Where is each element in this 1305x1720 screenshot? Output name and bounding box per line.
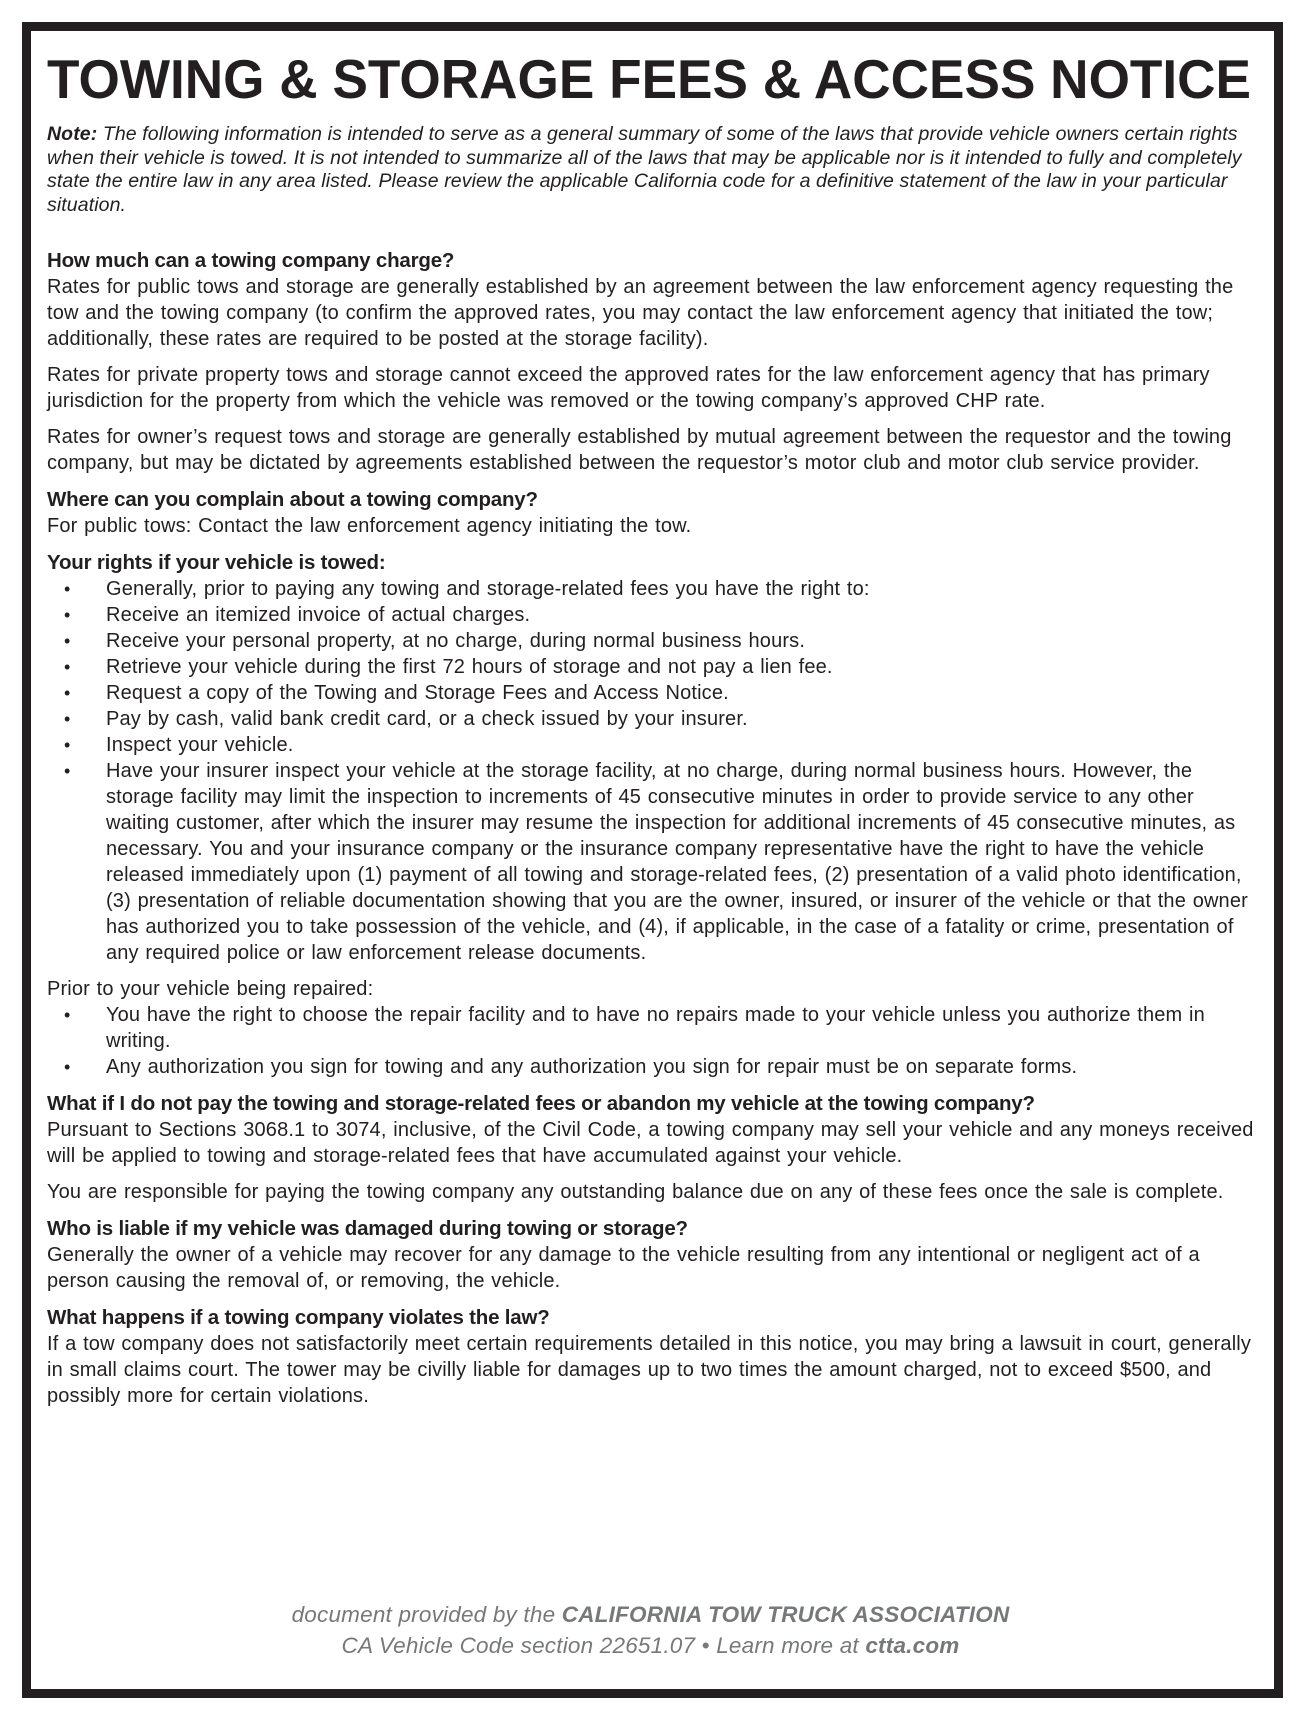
para-public-tows-complaint: For public tows: Contact the law enforcement agency initiating the tow. [47,515,692,537]
list-item: • Inspect your vehicle. [47,732,1254,758]
note-label: Note: [47,123,98,145]
para-public-tows: Rates for public tows and storage are generally established by an agreement between the law enforcement agency requesting the tow and the towing company (to confirm the approved rates, you may contact the law enforcement agency that initiated the tow; additionally, these rates are required to be posted at the storage facility). [47,276,1234,350]
footer-site-name: ctta.com [865,1633,960,1658]
para-civil-code-sale: Pursuant to Sections 3068.1 to 3074, inclusive, of the Civil Code, a towing company may sell your vehicle and any moneys received will be applied to towing and storage-related fees that have accumulated against your vehicle. [47,1119,1254,1167]
footer-association-name: CALIFORNIA TOW TRUCK ASSOCIATION [561,1602,1010,1627]
footer-code-text: CA Vehicle Code section 22651.07 • Learn more at [341,1633,866,1658]
note-paragraph [47,123,1254,217]
para-private-property-tows: Rates for private property tows and storage cannot exceed the approved rates for the law enforcement agency that has primary jurisdiction for the property from which the vehicle was removed or the towing company’s approved CHP rate. [47,364,1210,412]
list-item: • Pay by cash, valid bank credit card, or a check issued by your insurer. [47,706,1254,732]
heading-how-much-charge: How much can a towing company charge? [47,249,455,272]
list-item: • Retrieve your vehicle during the first 72 hours of storage and not pay a lien fee. [47,654,1254,680]
page-title-text: TOWING & STORAGE FEES & ACCESS NOTICE [47,51,1251,109]
footer-provided-text: document provided by the [291,1602,562,1627]
list-item: • Any authorization you sign for towing and any authorization you sign for repair must be on separate forms. [47,1054,1254,1080]
para-prior-repair-intro: Prior to your vehicle being repaired: [47,978,374,1000]
heading-where-complain: Where can you complain about a towing company? [47,488,538,511]
list-item: • Generally, prior to paying any towing and storage-related fees you have the right to: [47,576,1254,602]
list-item: • Have your insurer inspect your vehicle at the storage facility, at no charge, during normal business hours. However, the storage facility may limit the inspection to increments of 45 consecutive minutes in order to provide service to any other waiting customer, after which the insurer may resume the inspection for additional increments of 45 consecutive minutes, as necessary. You and your insurance company or the insurance company representative have the right to have the vehicle released immediately upon (1) payment of all towing and storage-related fees, (2) presentation of a valid photo identification, (3) presentation of reliable documentation showing that you are the owner, insured, or insurer of the vehicle or that the owner has authorized you to take possession of the vehicle, and (4), if applicable, in the case of a fatality or crime, presentation of any required police or law enforcement release documents. [47,758,1254,966]
repair-list [47,1002,1254,1080]
list-item: • Receive an itemized invoice of actual charges. [47,602,1254,628]
heading-violations: What happens if a towing company violates the law? [47,1306,550,1329]
footer-line1 [47,1599,1254,1630]
note-text: The following information is intended to serve as a general summary of some of the laws that provide vehicle owners certain rights when their vehicle is towed. It is not intended to summarize all of the laws that may be applicable nor is it intended to fully and completely state the entire law in any area listed. Please review the applicable California code for a definitive statement of the law in your particular situation. [47,123,1242,216]
rights-list [47,576,1254,966]
para-damage-recovery: Generally the owner of a vehicle may recover for any damage to the vehicle resulting from any intentional or negligent act of a person causing the removal of, or removing, the vehicle. [47,1244,1200,1292]
heading-nonpayment: What if I do not pay the towing and storage-related fees or abandon my vehicle at the towing company? [47,1092,1035,1115]
heading-your-rights: Your rights if your vehicle is towed: [47,551,386,574]
para-outstanding-balance: You are responsible for paying the towing company any outstanding balance due on any of these fees once the sale is complete. [47,1181,1224,1203]
footer-line2 [47,1630,1254,1661]
footer [47,1599,1254,1673]
heading-liability: Who is liable if my vehicle was damaged during towing or storage? [47,1217,688,1240]
para-lawsuit: If a tow company does not satisfactorily meet certain requirements detailed in this notice, you may bring a lawsuit in court, generally in small claims court. The tower may be civilly liable for damages up to two times the amount charged, not to exceed $500, and possibly more for certain violations. [47,1333,1252,1407]
notice-frame [22,22,1283,1698]
list-item: • You have the right to choose the repair facility and to have no repairs made to your vehicle unless you authorize them in writing. [47,1002,1254,1054]
page-title [47,51,1254,109]
list-item: • Request a copy of the Towing and Storage Fees and Access Notice. [47,680,1254,706]
para-owners-request-tows: Rates for owner’s request tows and storage are generally established by mutual agreement between the requestor and the towing company, but may be dictated by agreements established between the requestor’s motor club and motor club service provider. [47,426,1232,474]
list-item: • Receive your personal property, at no charge, during normal business hours. [47,628,1254,654]
